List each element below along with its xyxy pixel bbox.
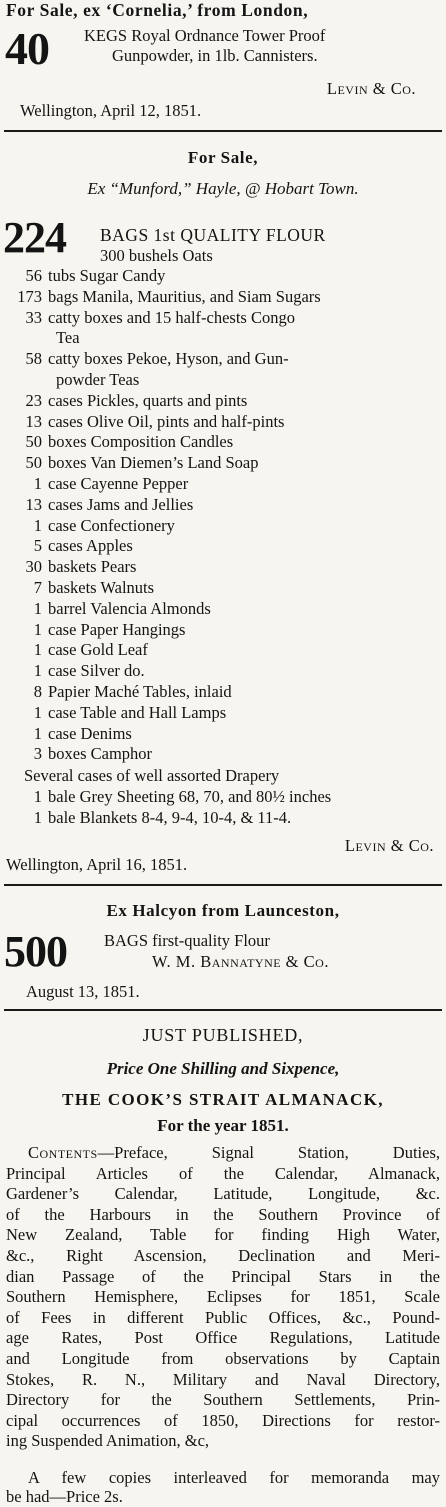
ad-munford-lead-description: BAGS 1st QUALITY FLOUR [100,225,326,245]
contents-line: Principal Articles of the Calendar, Almanack, [6,1163,440,1183]
cargo-item-text: case Silver do. [48,661,145,681]
ad-almanack-price: Price One Shilling and Sixpence, [106,1059,340,1078]
contents-line [6,1143,440,1164]
contents-line: and Longitude from observations by Captain [6,1349,440,1368]
ad-cornelia-merchant: Levin & Co. [326,79,416,98]
cargo-item-row [0,266,165,286]
cargo-item-row [0,682,232,702]
cargo-item-quantity: 1 [33,661,42,681]
contents-line: of Fees in different Public Offices, &c., Pound- [6,1307,440,1327]
ad-cornelia-description-line-2: Gunpowder, in 1lb. Cannisters. [112,46,318,65]
contents-line: ing Suspended Animation, &c, [6,1431,210,1451]
cargo-item-text: Tea [56,328,80,348]
contents-line: cipal occurrences of 1850, Directions for restor- [6,1410,440,1430]
ad-cornelia-dateline: Wellington, April 12, 1851. [20,101,202,120]
contents-line-text: —Preface, Signal Station, Duties, [97,1143,440,1162]
bale-item-quantity: 1 [33,807,42,827]
ad-munford-subheading: Ex “Munford,” Hayle, @ Hobart Town. [87,179,359,198]
contents-line: of the Harbours in the Southern Province of [6,1204,440,1224]
cargo-item-row [0,744,152,764]
cargo-item-row [0,640,148,660]
cargo-item-text: case Denims [48,723,132,743]
cargo-item-quantity: 1 [33,474,42,493]
cargo-item-row [0,474,188,494]
bale-item-row [0,787,331,807]
cargo-item-quantity: 3 [33,744,42,764]
ad-munford-heading: For Sale, [187,148,259,167]
cargo-item-quantity: 50 [25,432,42,452]
ad-halcyon-heading: Ex Halcyon from Launceston, [106,901,340,920]
contents-line: age Rates, Post Office Regulations, Latitude [6,1328,440,1348]
cargo-item-quantity: 58 [25,349,42,369]
bale-item-quantity: 1 [33,787,42,806]
contents-line: Gardener’s Calendar, Latitude, Longitude, &c. [6,1184,440,1204]
ad-almanack-year: For the year 1851. [157,1116,289,1135]
contents-label: Contents [28,1143,98,1162]
cargo-item-quantity: 1 [33,598,42,618]
cargo-item-row [0,599,211,619]
contents-line: &c., Right Ascension, Declination and Meri- [6,1246,440,1265]
cargo-item-row [0,349,289,369]
bale-item-text: bale Blankets 8-4, 9-4, 10-4, & 11-4. [48,807,292,827]
cargo-item-text: case Cayenne Pepper [48,474,189,493]
cargo-item-quantity: 173 [17,286,42,306]
cargo-item-text: case Paper Hangings [48,619,186,639]
column-rule [4,130,442,132]
cargo-item-row [0,495,193,515]
cargo-item-text: catty boxes Pekoe, Hyson, and Gun- [48,349,289,369]
cargo-item-text: powder Teas [56,370,140,389]
cargo-item-row [0,308,295,328]
cargo-item-quantity: 30 [25,557,42,577]
cargo-item-text: bags Manila, Mauritius, and Siam Sugars [48,286,321,306]
bale-item-text: bale Grey Sheeting 68, 70, and 80½ inches [48,787,332,806]
ad-almanack-footer-line-1: A few copies interleaved for memoranda may [28,1468,440,1487]
cargo-item-row [0,557,136,577]
contents-line: Stokes, R. N., Military and Naval Directory, [6,1369,440,1389]
cargo-item-row [0,391,247,411]
cargo-item-text: tubs Sugar Candy [48,266,166,285]
cargo-item-row [0,328,80,348]
cargo-item-text: Papier Maché Tables, inlaid [48,682,232,701]
cargo-item-text: boxes Composition Candles [48,432,234,452]
bale-item-row [0,808,291,828]
cargo-item-quantity: 13 [25,411,42,431]
cargo-item-text: cases Pickles, quarts and pints [48,390,248,410]
ad-munford-oats-line: 300 bushels Oats [100,246,213,265]
contents-line: Directory for the Southern Settlements, Prin- [6,1390,440,1410]
ad-munford-lead-quantity: 224 [3,213,66,262]
cargo-item-row [0,536,133,556]
contents-line: dian Passage of the Principal Stars in the [6,1266,440,1286]
cargo-item-row [0,412,284,432]
cargo-item-quantity: 13 [25,494,42,514]
contents-line: New Zealand, Table for finding High Water, [6,1225,440,1245]
ad-cornelia-description-line-1: KEGS Royal Ordnance Tower Proof [84,26,326,45]
cargo-item-text: baskets Walnuts [48,578,155,597]
cargo-item-row [0,370,139,390]
cargo-item-quantity: 1 [33,640,42,660]
ad-almanack-title: THE COOK’S STRAIT ALMANACK, [62,1090,384,1109]
cargo-item-quantity: 50 [25,453,42,473]
cargo-item-text: barrel Valencia Almonds [48,598,211,618]
cargo-item-text: baskets Pears [48,557,137,577]
cargo-item-row [0,620,185,640]
cargo-item-quantity: 1 [33,702,42,722]
ad-almanack-heading-published: JUST PUBLISHED, [142,1025,304,1045]
ad-cornelia-quantity: 40 [5,23,49,74]
cargo-item-text: catty boxes and 15 half-chests Congo [48,307,295,327]
ad-almanack-footer-line-2: be had—Price 2s. [6,1487,123,1506]
ad-munford-drapery-line: Several cases of well assorted Drapery [24,766,280,785]
cargo-item-text: case Table and Hall Lamps [48,702,227,722]
cargo-item-quantity: 8 [33,682,42,701]
cargo-item-text: cases Olive Oil, pints and half-pints [48,411,285,431]
cargo-item-quantity: 23 [25,390,42,410]
cargo-item-quantity: 56 [25,266,42,285]
column-rule [4,884,442,886]
cargo-item-row [0,724,132,744]
cargo-item-text: case Confectionery [48,515,175,535]
cargo-item-quantity: 5 [33,536,42,556]
column-rule [4,1009,442,1011]
cargo-item-row [0,432,233,452]
cargo-item-quantity: 33 [25,307,42,327]
ad-munford-dateline: Wellington, April 16, 1851. [6,855,188,874]
cargo-item-text: cases Jams and Jellies [48,494,194,514]
cargo-item-row [0,578,154,598]
cargo-item-text: cases Apples [48,536,133,556]
cargo-item-row [0,703,226,723]
cargo-item-quantity: 1 [33,515,42,535]
ad-halcyon-quantity: 500 [4,927,67,976]
ad-halcyon-description: BAGS first-quality Flour [104,931,270,950]
ad-halcyon-dateline: August 13, 1851. [26,982,140,1001]
contents-line: Southern Hemisphere, Eclipses for 1851, Scale [6,1287,440,1307]
ad-halcyon-merchant: W. M. Bannatyne & Co. [152,952,329,971]
cargo-item-row [0,661,145,681]
cargo-item-quantity: 7 [33,578,42,597]
cargo-item-quantity: 1 [33,723,42,743]
cargo-item-text: boxes Van Diemen’s Land Soap [48,453,259,473]
cargo-item-row [0,516,175,536]
ad-cornelia-heading: For Sale, ex ‘Cornelia,’ from London, [6,0,309,20]
cargo-item-text: case Gold Leaf [48,640,148,660]
cargo-item-row [0,287,321,307]
cargo-item-text: boxes Camphor [48,744,153,764]
cargo-item-row [0,453,259,473]
cargo-item-quantity: 1 [33,619,42,639]
ad-munford-merchant: Levin & Co. [344,836,434,855]
